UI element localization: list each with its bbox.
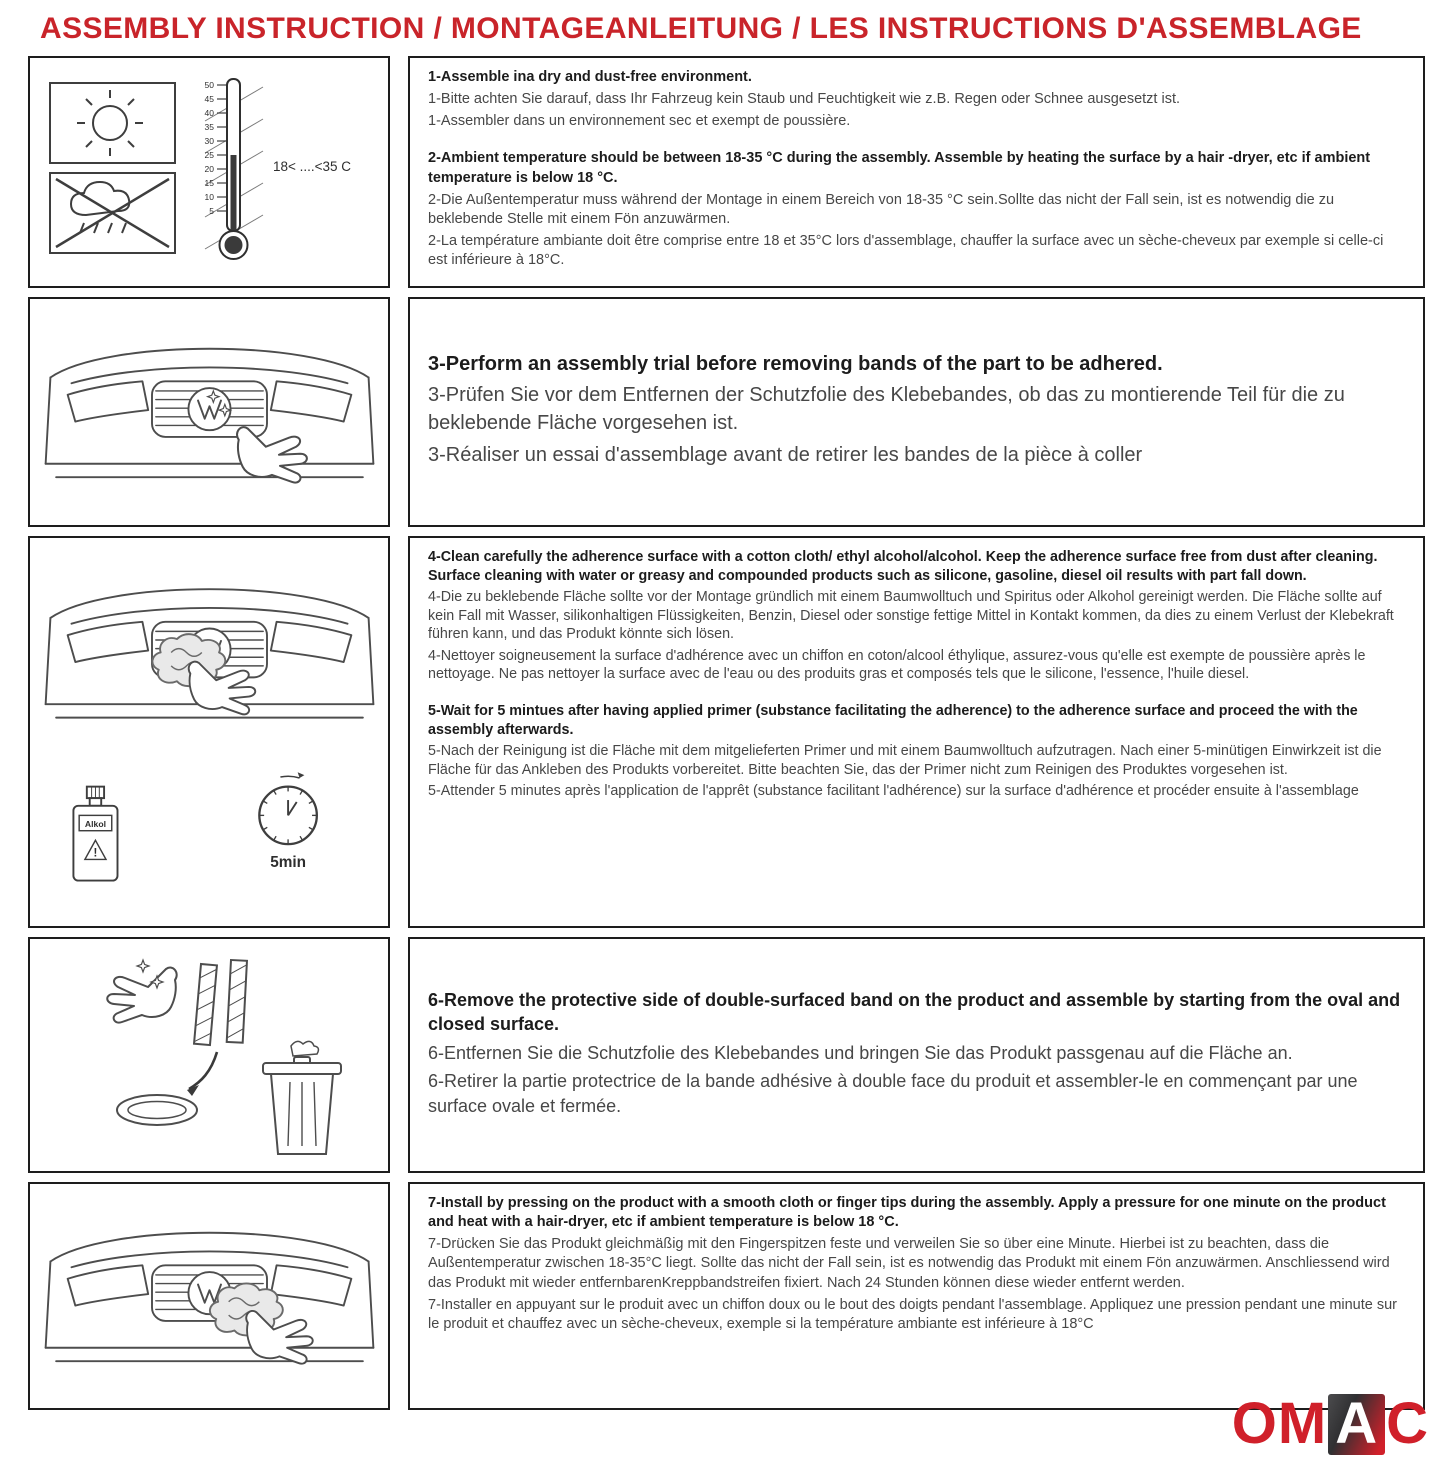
- instruction-6-en: 6-Remove the protective side of double-surfaced band on the product and assemble by starting from the oval and closed surface.: [428, 989, 1401, 1035]
- instruction-1-en: 1-Assemble ina dry and dust-free environment.: [428, 69, 752, 85]
- thermo-tick: 15: [204, 178, 214, 188]
- trash-can-icon: [263, 1041, 341, 1154]
- no-rain-icon: [50, 173, 175, 253]
- section-trial: [28, 297, 1425, 527]
- thermo-tick: 35: [204, 122, 214, 132]
- hand-icon: [107, 967, 176, 1022]
- instruction-7-de: 7-Drücken Sie das Produkt gleichmäßig mit den Fingerspitzen feste und verweilen Sie so über eine Minute. Hierbei ist zu beachten, dass die Außentemperatur zwischen 18-35°C liegt. Sollte das nicht der Fall sein, ist es notwendig das Produkt mit einem Fön anzuwärmen. Anschliessend wird das Produkt mit wieder entfernbarenKreppbandstreifen fixiert. Nach 24 Stunden können diese wieder entfernt werden.: [428, 1236, 1390, 1291]
- instruction-4-de: 4-Die zu beklebende Fläche sollte vor der Montage gründlich mit einem Baumwolltuch und Spiritus oder Alkohol gereinigt werden. Die Fläche sollte auf kein Fall mit Wasser, silikonhaltigen Flüssigkeiten, Benzin, Diesel oder sonstige fettige Mittel in Kontakt kommen, da dies zu einem Verlust der Klebekraft führen kann, und das Produkt könnte sich lösen.: [428, 589, 1394, 643]
- instruction-3-fr: 3-Réaliser un essai d'assemblage avant de retirer les bandes de la pièce à coller: [428, 443, 1143, 466]
- section-3-text: [408, 536, 1425, 928]
- car-grille-icon: [45, 349, 373, 477]
- sparkle-icon: [137, 960, 149, 972]
- instruction-5-de: 5-Nach der Reinigung ist die Fläche mit dem mitgelieferten Primer und mit einem Baumwolltuch aufzutragen. Nach einer 5-minütigen Einwirkzeit ist die Fläche für das Ankleben des Produkts vorbereitet. Bitte beachten Sie, das der Primer nicht zum Reinigen des Produktes vorgesehen ist.: [428, 743, 1382, 778]
- omac-logo: [1231, 1391, 1429, 1456]
- thermo-tick: 50: [204, 80, 214, 90]
- tape-strips-icon: [194, 960, 247, 1045]
- section-5-text: [408, 1182, 1425, 1410]
- hand-icon: [188, 662, 255, 715]
- section-1-text: [408, 56, 1425, 288]
- section-2-text: [408, 297, 1425, 527]
- section-environment: [28, 56, 1425, 288]
- omac-logo-prefix: OM: [1231, 1391, 1328, 1456]
- instruction-7-en: 7-Install by pressing on the product with a smooth cloth or finger tips during the assembly. Apply a pressure for one minute on the product and heat with a hair-dryer, etc if ambient temperature is below 18 °C.: [428, 1195, 1386, 1231]
- alcohol-bottle-icon: [73, 787, 117, 881]
- hand-icon: [246, 1311, 313, 1364]
- instruction-3-de: 3-Prüfen Sie vor dem Entfernen der Schutzfolie des Klebebandes, ob das zu montierende Teil für die zu beklebende Fläche vorgesehen ist.: [428, 384, 1345, 434]
- instruction-5-fr: 5-Attender 5 minutes après l'application de l'apprêt (substance facilitant l'adhérence) sur la surface d'adhérence et procéder ensuite à l'assemblage: [428, 783, 1359, 800]
- instruction-5-en: 5-Wait for 5 mintues after having applied primer (substance facilitating the adherence) to the adherence surface and proceed the with the assembly afterwards.: [428, 703, 1358, 738]
- page-title: ASSEMBLY INSTRUCTION / MONTAGEANLEITUNG / LES INSTRUCTIONS D'ASSEMBLAGE: [40, 12, 1362, 45]
- thermometer-icon: [205, 79, 352, 259]
- section-band: [28, 937, 1425, 1173]
- trial-illustration: [28, 297, 390, 527]
- instruction-2-fr: 2-La température ambiante doit être comprise entre 18 et 35°C lors d'assemblage, chauffer la surface avec un sèche-cheveux par exemple si celle-ci est inférieure à 18°C.: [428, 232, 1384, 268]
- car-grille-trial-illustration: [37, 306, 382, 518]
- band-illustration: [28, 937, 390, 1173]
- thermo-tick: 10: [204, 192, 214, 202]
- clock-icon: [259, 772, 317, 871]
- instruction-2-de: 2-Die Außentemperatur muss während der Montage in einem Bereich von 18-35 °C sein.Sollte das nicht der Fall sein, ist es notwendig die zu beklebende Stelle mit einem Fön anzuwärmen.: [428, 191, 1335, 227]
- thermo-tick: 5: [209, 206, 214, 216]
- omac-logo-suffix: C: [1386, 1391, 1429, 1456]
- environment-illustration: [28, 56, 390, 288]
- instruction-7-fr: 7-Installer en appuyant sur le produit avec un chiffon doux ou le bout des doigts pendant l'assemblage. Appliquez une pression pendant une minute sur le produit et chauffez avec un sèche-cheveux, exemple si la température ambiante est inférieure à 18°C: [428, 1296, 1398, 1332]
- clean-illustration: [28, 536, 390, 928]
- clock-duration-label: 5min: [269, 854, 306, 872]
- thermo-tick: 30: [204, 136, 214, 146]
- thermo-tick: 40: [204, 108, 214, 118]
- instruction-2-en: 2-Ambient temperature should be between 18-35 °C during the assembly. Assemble by heating the surface by a hair -dryer, etc if ambient temperature is below 18 °C.: [428, 150, 1371, 186]
- instruction-rows: [0, 56, 1445, 1410]
- warning-exclamation: !: [93, 847, 97, 860]
- section-4-text: [408, 937, 1425, 1173]
- section-press: [28, 1182, 1425, 1410]
- press-illustration: [28, 1182, 390, 1410]
- section-clean: [28, 536, 1425, 928]
- oval-part-icon: [117, 1095, 197, 1125]
- thermo-tick: 25: [204, 150, 214, 160]
- omac-logo-a-block: A: [1328, 1394, 1385, 1455]
- instruction-3-en: 3-Perform an assembly trial before removing bands of the part to be adhered.: [428, 352, 1163, 375]
- instruction-1-de: 1-Bitte achten Sie darauf, dass Ihr Fahrzeug kein Staub und Feuchtigkeit wie z.B. Regen oder Schnee ausgesetzt ist.: [428, 91, 1181, 108]
- alcohol-label: Alkol: [84, 818, 106, 829]
- instruction-6-de: 6-Entfernen Sie die Schutzfolie des Klebebandes und bringen Sie das Produkt passgenau auf die Fläche an.: [428, 1042, 1293, 1063]
- instruction-4-en: 4-Clean carefully the adherence surface with a cotton cloth/ ethyl alcohol/alcohol. Keep the adherence surface free from dust after cleaning. Surface cleaning with water or greasy and compounded products such as silicone, gasoline, diesel oil results with part fall down.: [428, 549, 1378, 584]
- car-press-illustration: [37, 1190, 382, 1402]
- sun-icon: [50, 83, 175, 163]
- instruction-6-fr: 6-Retirer la partie protectrice de la bande adhésive à double face du produit et assembler-le en commençant par une surface ovale et fermée.: [428, 1071, 1358, 1116]
- thermo-tick: 20: [204, 164, 214, 174]
- tape-removal-illustration: [39, 948, 379, 1163]
- sun-rain-thermometer-illustration: [42, 69, 376, 275]
- car-clean-illustration: [37, 543, 382, 921]
- car-grille-icon: [45, 1233, 373, 1361]
- instruction-1-fr: 1-Assembler dans un environnement sec et exempt de poussière.: [428, 113, 851, 130]
- thermo-tick: 45: [204, 94, 214, 104]
- thermometer-range-label: 18< ....<35 C: [273, 159, 352, 174]
- down-arrow-icon: [187, 1052, 217, 1096]
- instruction-4-fr: 4-Nettoyer soigneusement la surface d'adhérence avec un chiffon en coton/alcool éthylique, assurez-vous qu'elle est exempte de poussière après le nettoyage. Ne pas nettoyer la surface avec de l'eau ou des produits gras et composés tels que le silicone, l'essence, l'huile diesel.: [428, 647, 1366, 683]
- hand-icon: [237, 427, 307, 482]
